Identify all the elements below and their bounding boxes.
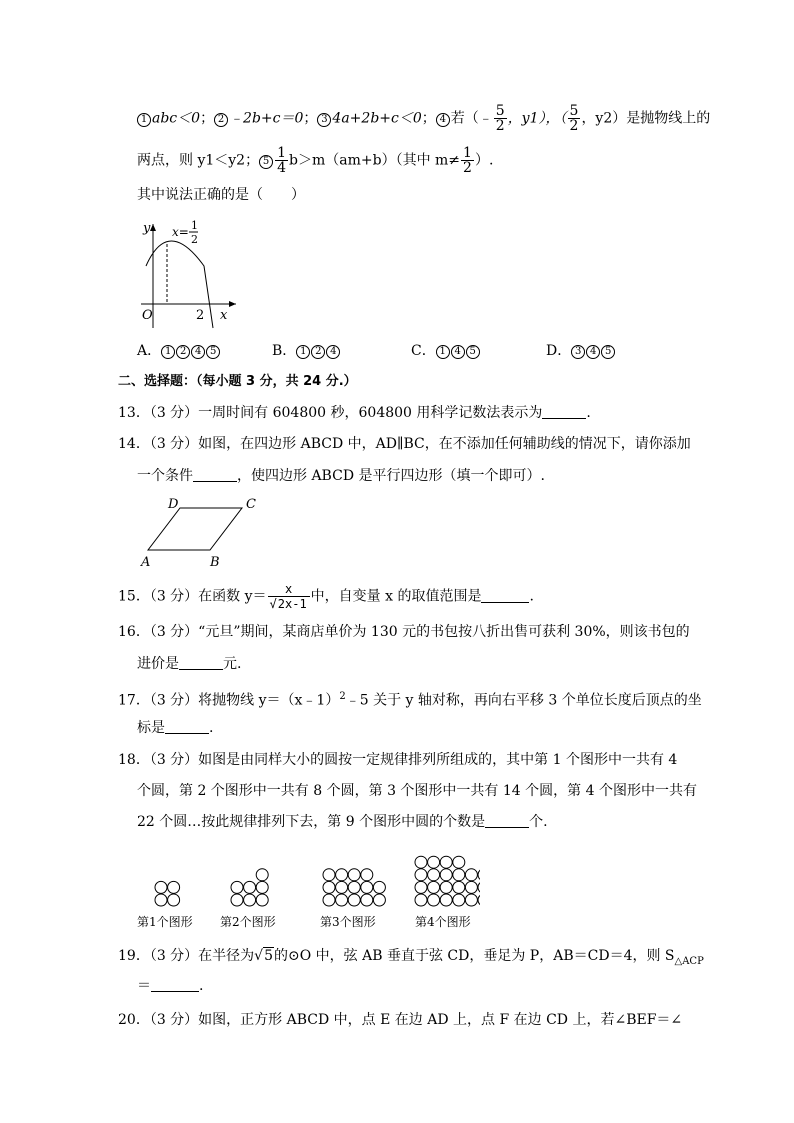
parallelogram-abcd [148, 508, 242, 550]
q14-answer-blank[interactable] [193, 467, 237, 482]
pattern-circle [256, 869, 268, 881]
circled-2: 2 [214, 113, 228, 127]
pattern-circle [155, 894, 167, 906]
circled-3: 3 [317, 113, 331, 127]
fraction-1-2: $\frac{1}{2}$ [463, 145, 472, 176]
q17-answer-blank[interactable] [165, 719, 209, 734]
pattern-circle [323, 869, 335, 881]
pattern-circle [348, 869, 360, 881]
x-label: x [220, 308, 228, 323]
q18-line3: 22 个圆…按此规律排列下去，第 9 个图形中圆的个数是 个. [137, 814, 548, 830]
parallelogram-figure [138, 493, 263, 571]
q13-answer-blank[interactable] [542, 404, 586, 419]
pattern-circle [373, 881, 385, 893]
pattern-circle [231, 894, 243, 906]
q18-line1: 18．（3 分）如图是由同样大小的圆按一定规律排列所组成的，其中第 1 个图形中一共有 4 [118, 752, 678, 768]
pattern-circle [323, 881, 335, 893]
q20-line1: 20．（3 分）如图，正方形 ABCD 中，点 E 在边 AD 上，点 F 在边 CD 上，若∠BEF＝∠ [118, 1012, 683, 1028]
pattern-circle [453, 894, 465, 906]
pattern-circle [440, 856, 452, 868]
pattern-circle [336, 881, 348, 893]
pattern-circle [373, 894, 385, 906]
q16-line2: 进价是 元. [137, 656, 242, 672]
figure-3-label: 第3个图形 [320, 915, 376, 929]
figure-2-label: 第2个图形 [220, 915, 276, 929]
q16-line1: 16．（3 分）“元旦”期间，某商店单价为 130 元的书包按八折出售可获利 30%，则该书包的 [118, 624, 690, 640]
pattern-circle [168, 894, 180, 906]
pattern-circle [453, 856, 465, 868]
figure-3-circles [323, 869, 385, 906]
pattern-circle [428, 894, 440, 906]
pattern-circle [256, 894, 268, 906]
pattern-circle [336, 894, 348, 906]
pattern-circle [428, 856, 440, 868]
q19-answer-blank[interactable] [151, 977, 199, 992]
pattern-circle [428, 869, 440, 881]
pattern-circle [465, 869, 477, 881]
pattern-circle [415, 881, 427, 893]
pattern-circle [244, 881, 256, 893]
choice-c[interactable]: C． 1 4 5 [411, 341, 481, 361]
choice-a[interactable]: A． 1 2 4 5 [137, 341, 221, 361]
x-axis-arrow [229, 301, 236, 307]
pattern-circle [323, 894, 335, 906]
parabola-graph [136, 218, 241, 330]
pattern-circle [415, 869, 427, 881]
pattern-circle [453, 869, 465, 881]
q18-line2: 个圆，第 2 个图形中一共有 8 个圆，第 3 个图形中一共有 14 个圆，第 4 个图形中一共有 [137, 783, 697, 799]
choice-d[interactable]: D． 3 4 5 [546, 341, 616, 361]
pattern-circle [231, 881, 243, 893]
fraction-5-2-b: $\frac{5}{2}$ [569, 103, 579, 134]
q12-question: 其中说法正确的是（ ） [137, 187, 305, 203]
q17-line2: 标是 . [137, 720, 214, 736]
q16-answer-blank[interactable] [179, 655, 223, 670]
label-a: A [141, 555, 151, 570]
q12-statements-line2: 两点，则 y1＜y2； 5 $\frac{1}{4}$ b＞m（am+b）（其中 m≠ $\frac{1}{2}$ ）. [137, 145, 494, 176]
q19-line2: ＝ . [137, 978, 204, 994]
pattern-circle [478, 894, 480, 906]
axis-den: 2 [191, 233, 198, 246]
pattern-circle [440, 881, 452, 893]
circled-5: 5 [259, 155, 273, 169]
circled-4: 4 [436, 113, 450, 127]
axis-num: 1 [191, 219, 198, 232]
q13: 13．（3 分）一周时间有 604800 秒，604800 用科学记数法表示为 . [118, 405, 591, 421]
pattern-circle [440, 869, 452, 881]
pattern-circle [453, 881, 465, 893]
pattern-circle [361, 894, 373, 906]
fraction-1-4: $\frac{1}{4}$ [277, 145, 287, 176]
pattern-circle [415, 894, 427, 906]
fraction-5-2: $\frac{5}{2}$ [495, 103, 505, 134]
root-label: 2 [196, 308, 205, 323]
q14-line2: 一个条件 ，使四边形 ABCD 是平行四边形（填一个即可）. [137, 468, 545, 484]
q15: 15．（3 分）在函数 y＝ $\frac{x}{√2x-1}$ 中，自变量 x 的取值范围是 . [118, 582, 534, 611]
pattern-circle [428, 881, 440, 893]
pattern-circle [361, 881, 373, 893]
pattern-circle [348, 881, 360, 893]
pattern-circle [361, 869, 373, 881]
pattern-circle [478, 869, 480, 881]
pattern-circle [155, 881, 167, 893]
circled-1: 1 [137, 113, 151, 127]
q12-statements-line1: 1 abc＜0； 2 ﹣2b+c＝0； 3 4a+2b+c＜0； 4 若（﹣ $\frac{5}{2}$ ，y1），（ $\frac{5}{2}$ ，y2）是抛物线上的 [137, 104, 710, 133]
figure-4-label: 第4个图形 [415, 915, 471, 929]
pattern-circle [336, 869, 348, 881]
pattern-circle [465, 881, 477, 893]
figure-4-circles [415, 856, 480, 906]
origin-label: O [142, 308, 153, 323]
pattern-circle [348, 894, 360, 906]
y-axis-arrow [150, 224, 156, 231]
pattern-circle [244, 894, 256, 906]
pattern-circle [440, 894, 452, 906]
figure-1-circles [155, 881, 180, 906]
pattern-circle [415, 856, 427, 868]
pattern-circle [168, 881, 180, 893]
pattern-circle [478, 881, 480, 893]
q15-answer-blank[interactable] [481, 588, 529, 603]
label-b: B [210, 555, 220, 570]
q17-line1: 17．（3 分）将抛物线 y＝（x﹣1）$^2$﹣5 关于 y 轴对称，再向右平移 3 个单位长度后顶点的坐 [118, 691, 702, 709]
q15-fraction: $\frac{x}{√2x-1}$ [268, 582, 310, 611]
pattern-circle [465, 894, 477, 906]
label-d: D [168, 497, 179, 512]
choice-b[interactable]: B． 1 2 4 [272, 341, 341, 361]
q14-line1: 14．（3 分）如图，在四边形 ABCD 中，AD∥BC，在不添加任何辅助线的情况下，请你添加 [118, 436, 691, 452]
y-label: y [143, 221, 151, 236]
figure-2-circles [231, 869, 268, 906]
section-title: 二、选择题：（每小题 3 分，共 24 分.） [118, 374, 357, 389]
figure-1-label: 第1个图形 [137, 915, 193, 929]
pattern-circle [256, 881, 268, 893]
axis-eq-label: x= [172, 225, 189, 239]
q18-answer-blank[interactable] [485, 813, 529, 828]
q19-line1: 19．（3 分）在半径为√5的⊙O 中，弦 AB 垂直于弦 CD，垂足为 P，AB＝CD＝4，则 $S_{\triangle ACP}$ [118, 948, 704, 967]
label-c: C [246, 497, 256, 512]
